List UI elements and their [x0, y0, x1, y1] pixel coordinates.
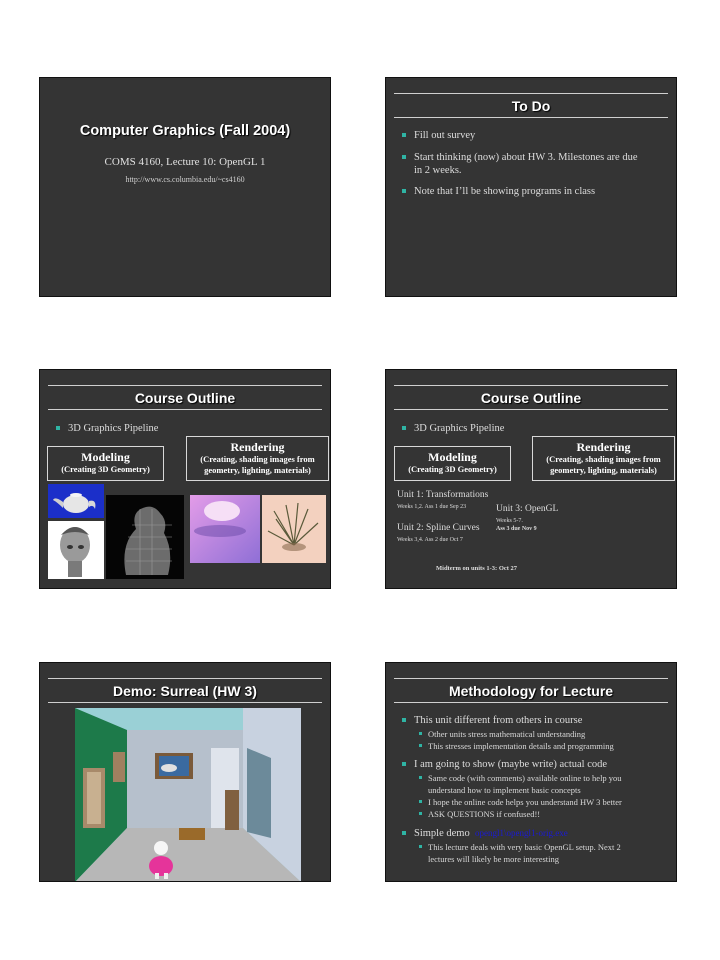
- bullet-icon: [402, 831, 406, 835]
- bullet-item: This unit different from others in course: [414, 714, 582, 727]
- bullet-item: Fill out survey: [414, 129, 475, 142]
- sub-bullet-item: This lecture deals with very basic OpenGL setup. Next 2 lectures will likely be more interesting: [428, 841, 621, 865]
- bullet-item: Simple demo opengl1\opengl1-orig.exe: [414, 827, 568, 840]
- bullet-icon: [402, 155, 406, 159]
- slide-heading: Course Outline: [480, 390, 582, 406]
- david-head-image: [48, 521, 104, 579]
- bullet-icon: [402, 426, 406, 430]
- unit2-detail: Weeks 3,4. Ass 2 due Oct 7: [397, 537, 463, 543]
- bullet-icon: [402, 762, 406, 766]
- teapot-image: [48, 484, 104, 518]
- bullet-item: I am going to show (maybe write) actual code: [414, 758, 607, 771]
- title-rule-top: [394, 385, 668, 386]
- demo-link[interactable]: opengl1\opengl1-orig.exe: [474, 828, 568, 838]
- bullet-item: 3D Graphics Pipeline: [414, 422, 504, 435]
- grass-image: [262, 495, 326, 563]
- bullet-icon: [402, 718, 406, 722]
- unit1-title: Unit 1: Transformations: [397, 490, 489, 500]
- bullet-icon: [419, 744, 422, 747]
- unit3-detail: Weeks 5-7.: [496, 518, 523, 524]
- leopard-mesh-image: [106, 495, 184, 579]
- sub-bullet-item: ASK QUESTIONS if confused!!: [428, 808, 540, 820]
- slide-heading: Computer Graphics (Fall 2004): [79, 123, 291, 139]
- slide-course-outline-units: [385, 369, 677, 589]
- title-rule-bottom: [48, 409, 322, 410]
- bullet-icon: [419, 776, 422, 779]
- course-url: http://www.cs.columbia.edu/~cs4160: [125, 175, 245, 184]
- unit3-title: Unit 3: OpenGL: [496, 504, 559, 514]
- bullet-icon: [419, 812, 422, 815]
- sub-bullet-item: Same code (with comments) available online to help you understand how to implement basic concepts: [428, 772, 622, 796]
- slide-heading: To Do: [511, 98, 551, 114]
- slide-heading: Demo: Surreal (HW 3): [113, 683, 257, 699]
- title-rule-top: [48, 385, 322, 386]
- bullet-item: Start thinking (now) about HW 3. Milestones are due in 2 weeks.: [414, 151, 637, 177]
- slide-demo-surreal: [39, 662, 331, 882]
- rendering-box: Rendering (Creating, shading images from geometry, lighting, materials): [532, 436, 675, 481]
- midterm-note: Midterm on units 1-3: Oct 27: [436, 565, 518, 572]
- slide-methodology: [385, 662, 677, 882]
- title-rule-top: [394, 678, 668, 679]
- bullet-icon: [56, 426, 60, 430]
- title-rule-top: [394, 93, 668, 94]
- bullet-icon: [402, 133, 406, 137]
- bullet-item: Note that I’ll be showing programs in class: [414, 185, 595, 198]
- modeling-box: Modeling (Creating 3D Geometry): [394, 446, 511, 481]
- sub-bullet-item: This stresses implementation details and programming: [428, 740, 614, 752]
- surreal-demo-screenshot: [75, 708, 301, 882]
- unit2-title: Unit 2: Spline Curves: [397, 523, 480, 533]
- unit1-detail: Weeks 1,2. Ass 1 due Sep 23: [397, 504, 467, 510]
- rendered-shape-image: [190, 495, 260, 563]
- title-rule-top: [48, 678, 322, 679]
- slide-title: [39, 77, 331, 297]
- unit3-due: Ass 3 due Nov 9: [496, 526, 537, 532]
- rendering-box: Rendering (Creating, shading images from geometry, lighting, materials): [186, 436, 329, 481]
- lecture-subtitle: COMS 4160, Lecture 10: OpenGL 1: [104, 156, 266, 168]
- slide-course-outline-images: [39, 369, 331, 589]
- slide-todo: [385, 77, 677, 297]
- slide-heading: Methodology for Lecture: [448, 683, 614, 699]
- modeling-box: Modeling (Creating 3D Geometry): [47, 446, 164, 481]
- sub-bullet-item: Other units stress mathematical understanding: [428, 728, 585, 740]
- bullet-icon: [419, 732, 422, 735]
- title-rule-bottom: [394, 409, 668, 410]
- title-rule-bottom: [48, 702, 322, 703]
- bullet-item: 3D Graphics Pipeline: [68, 422, 158, 435]
- sub-bullet-item: I hope the online code helps you understand HW 3 better: [428, 796, 622, 808]
- title-rule-bottom: [394, 117, 668, 118]
- slide-heading: Course Outline: [134, 390, 236, 406]
- title-rule-bottom: [394, 702, 668, 703]
- bullet-icon: [419, 800, 422, 803]
- bullet-icon: [419, 845, 422, 848]
- bullet-icon: [402, 189, 406, 193]
